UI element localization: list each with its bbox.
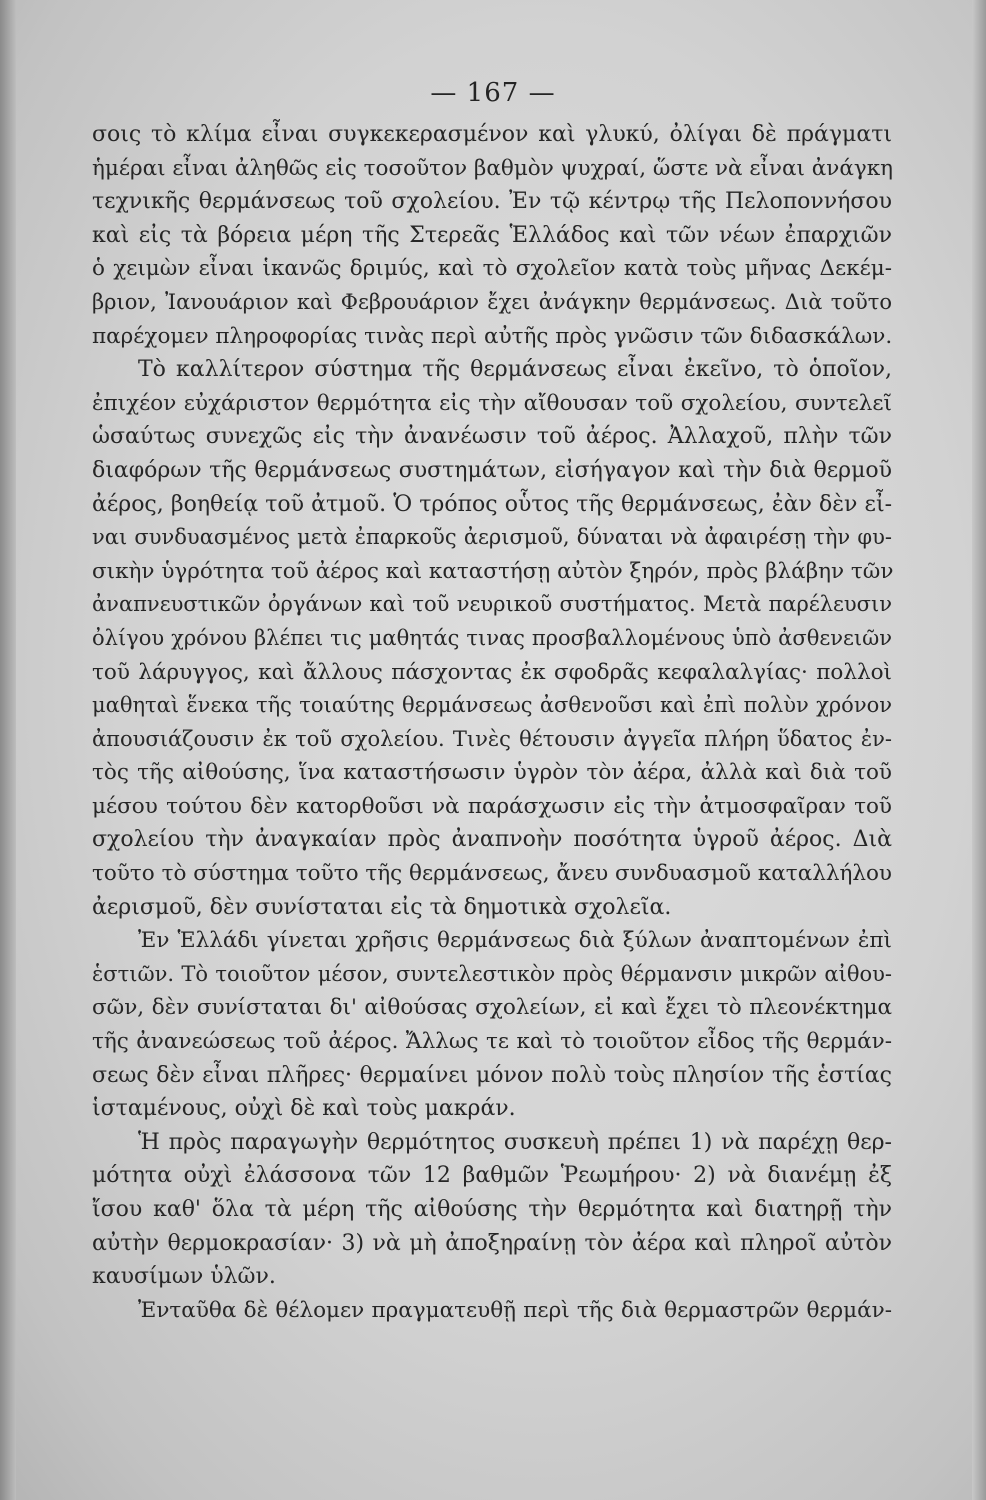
text-line: ἀπουσιάζουσιν ἐκ τοῦ σχολείου. Τινὲς θέτουσιν ἀγγεῖα πλήρη ὕδατος ἐν- xyxy=(92,726,892,751)
text-line: ναι συνδυασμένος μετὰ ἐπαρκοῦς ἀερισμοῦ, δύναται νὰ ἀφαιρέσῃ τὴν φυ- xyxy=(92,525,892,550)
text-line: σχολείου τὴν ἀναγκαίαν πρὸς ἀναπνοὴν ποσότητα ὑγροῦ ἀέρος. Διὰ xyxy=(92,827,892,853)
text-line: ἑστιῶν. Τὸ τοιοῦτον μέσον, συντελεστικὸν πρὸς θέρμανσιν μικρῶν αἰθου- xyxy=(92,961,892,986)
text-line: παρέχομεν πληροφορίας τινὰς περὶ αὐτῆς πρὸς γνῶσιν τῶν διδασκάλων. xyxy=(92,323,893,349)
page-edge-shadow-left xyxy=(0,0,16,1500)
text-line: σοις τὸ κλίμα εἶναι συγκεκερασμένον καὶ γλυκύ, ὀλίγαι δὲ πράγματι xyxy=(92,122,892,147)
text-line: τοῦ λάρυγγος, καὶ ἄλλους πάσχοντας ἐκ σφοδρᾶς κεφαλαλγίας· πολλοὶ xyxy=(92,659,892,685)
text-line: διαφόρων τῆς θερμάνσεως συστημάτων, εἰσήγαγον καὶ τὴν διὰ θερμοῦ xyxy=(92,457,892,483)
text-line: καὶ εἰς τὰ βόρεια μέρη τῆς Στερεᾶς Ἑλλάδος καὶ τῶν νέων ἐπαρχιῶν xyxy=(92,222,892,248)
text-line: βριον, Ἰανουάριον καὶ Φεβρουάριον ἔχει ἀνάγκην θερμάνσεως. Διὰ τοῦτο xyxy=(92,289,892,314)
text-line: Τὸ καλλίτερον σύστημα τῆς θερμάνσεως εἶναι ἐκεῖνο, τὸ ὁποῖον, xyxy=(138,357,892,383)
page-number: — 167 — xyxy=(430,78,556,108)
body-text xyxy=(92,118,892,1327)
text-line: σικὴν ὑγρότητα τοῦ ἀέρος καὶ καταστήσῃ αὐτὸν ξηρόν, πρὸς βλάβην τῶν xyxy=(92,558,894,584)
text-line: μέσου τούτου δὲν κατορθοῦσι νὰ παράσχωσιν εἰς τὴν ἀτμοσφαῖραν τοῦ xyxy=(92,793,892,819)
text-line: ὀλίγου χρόνου βλέπει τις μαθητάς τινας προσβαλλομένους ὑπὸ ἀσθενειῶν xyxy=(92,625,892,650)
text-line: τὸς τῆς αἰθούσης, ἵνα καταστήσωσιν ὑγρὸν τὸν ἀέρα, ἀλλὰ καὶ διὰ τοῦ xyxy=(92,760,892,786)
text-line: ὡσαύτως συνεχῶς εἰς τὴν ἀνανέωσιν τοῦ ἀέρος. Ἀλλαχοῦ, πλὴν τῶν xyxy=(92,424,892,450)
text-line: Ἐν Ἑλλάδι γίνεται χρῆσις θερμάνσεως διὰ ξύλων ἀναπτομένων ἐπὶ xyxy=(138,928,892,954)
text-line: Ἡ πρὸς παραγωγὴν θερμότητος συσκευὴ πρέπει 1) νὰ παρέχῃ θερ- xyxy=(138,1129,892,1155)
text-line: σῶν, δὲν συνίσταται δι' αἰθούσας σχολείων, εἰ καὶ ἔχει τὸ πλεονέκτημα xyxy=(92,995,892,1021)
text-line: αὐτὴν θερμοκρασίαν· 3) νὰ μὴ ἀποξηραίνῃ τὸν ἀέρα καὶ πληροῖ αὐτὸν xyxy=(92,1230,892,1256)
text-line: ἀναπνευστικῶν ὀργάνων καὶ τοῦ νευρικοῦ συστήματος. Μετὰ παρέλευσιν xyxy=(92,592,892,617)
text-line: μότητα οὐχὶ ἐλάσσονα τῶν 12 βαθμῶν Ῥεωμήρου· 2) νὰ διανέμῃ ἐξ xyxy=(92,1163,892,1189)
text-line: Ἐνταῦθα δὲ θέλομεν πραγματευθῇ περὶ τῆς διὰ θερμαστρῶν θερμάν- xyxy=(138,1297,892,1323)
text-line: ὁ χειμὼν εἶναι ἱκανῶς δριμύς, καὶ τὸ σχολεῖον κατὰ τοὺς μῆνας Δεκέμ- xyxy=(92,256,892,282)
text-line: τοῦτο τὸ σύστημα τοῦτο τῆς θερμάνσεως, ἄνευ συνδυασμοῦ καταλλήλου xyxy=(92,861,892,887)
page-edge-shadow-right xyxy=(972,0,986,1500)
text-line: ἡμέραι εἶναι ἀληθῶς εἰς τοσοῦτον βαθμὸν ψυχραί, ὥστε νὰ εἶναι ἀνάγκη xyxy=(92,155,894,181)
text-line: ἐπιχέον εὐχάριστον θερμότητα εἰς τὴν αἴθουσαν τοῦ σχολείου, συντελεῖ xyxy=(92,390,892,416)
text-line: καυσίμων ὑλῶν. xyxy=(92,1264,276,1290)
text-line: ἴσου καθ' ὅλα τὰ μέρη τῆς αἰθούσης τὴν θερμότητα καὶ διατηρῇ τὴν xyxy=(92,1197,892,1222)
text-line: σεως δὲν εἶναι πλῆρες· θερμαίνει μόνον πολὺ τοὺς πλησίον τῆς ἑστίας xyxy=(92,1062,892,1088)
text-line: ἀερισμοῦ, δὲν συνίσταται εἰς τὰ δημοτικὰ σχολεῖα. xyxy=(92,894,672,920)
text-line: μαθηταὶ ἕνεκα τῆς τοιαύτης θερμάνσεως ἀσθενοῦσι καὶ ἐπὶ πολὺν χρόνον xyxy=(92,693,892,718)
text-line: τῆς ἀνανεώσεως τοῦ ἀέρος. Ἄλλως τε καὶ τὸ τοιοῦτον εἶδος τῆς θερμάν- xyxy=(92,1029,892,1055)
text-line: ἱσταμένους, οὐχὶ δὲ καὶ τοὺς μακράν. xyxy=(92,1096,516,1122)
text-line: τεχνικῆς θερμάνσεως τοῦ σχολείου. Ἐν τῷ κέντρῳ τῆς Πελοποννήσου xyxy=(92,189,892,215)
text-line: ἀέρος, βοηθείᾳ τοῦ ἀτμοῦ. Ὁ τρόπος οὗτος τῆς θερμάνσεως, ἐὰν δὲν εἶ- xyxy=(92,491,892,517)
